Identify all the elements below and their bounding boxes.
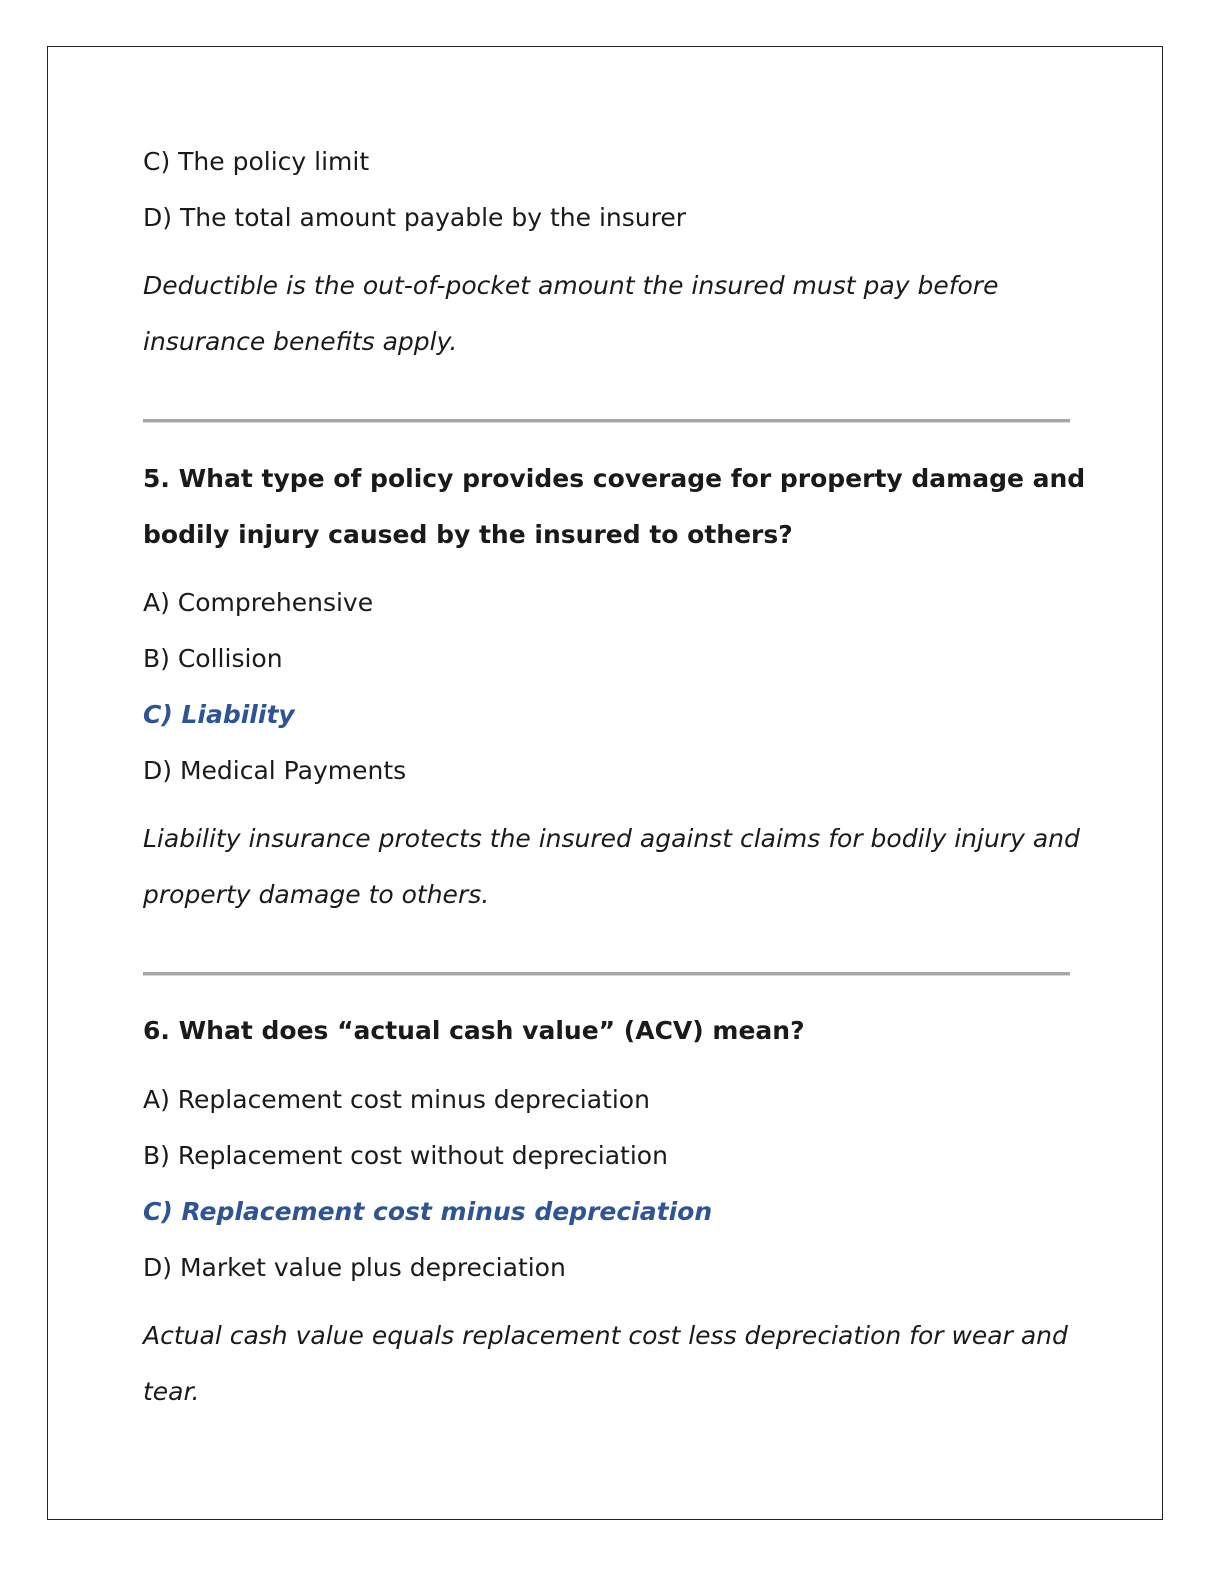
q5-explanation-line1: Liability insurance protects the insured against claims for bodily injury and [143, 824, 1080, 853]
q6-explanation-line1: Actual cash value equals replacement cost less depreciation for wear and [143, 1321, 1068, 1350]
q6-option-d: D) Market value plus depreciation [143, 1253, 566, 1282]
q5-explanation-line2: property damage to others. [143, 880, 490, 909]
q5-option-b: B) Collision [143, 644, 283, 673]
q4-option-d: D) The total amount payable by the insurer [143, 203, 686, 232]
q5-option-a: A) Comprehensive [143, 588, 374, 617]
divider [143, 972, 1070, 975]
q5-option-c-correct: C) Liability [143, 700, 295, 729]
q5-question-line1: 5. What type of policy provides coverage for property damage and [143, 464, 1086, 493]
q5-question-line2: bodily injury caused by the insured to others? [143, 520, 793, 549]
q6-question-line1: 6. What does “actual cash value” (ACV) mean? [143, 1016, 805, 1045]
q4-explanation-line2: insurance benefits apply. [143, 327, 458, 356]
q4-explanation-line1: Deductible is the out-of-pocket amount the insured must pay before [143, 271, 999, 300]
q4-option-c: C) The policy limit [143, 147, 370, 176]
q5-option-d: D) Medical Payments [143, 756, 407, 785]
q6-option-c-correct: C) Replacement cost minus depreciation [143, 1197, 713, 1226]
q6-option-b: B) Replacement cost without depreciation [143, 1141, 668, 1170]
divider [143, 419, 1070, 422]
q6-explanation-line2: tear. [143, 1377, 200, 1406]
q6-option-a: A) Replacement cost minus depreciation [143, 1085, 650, 1114]
